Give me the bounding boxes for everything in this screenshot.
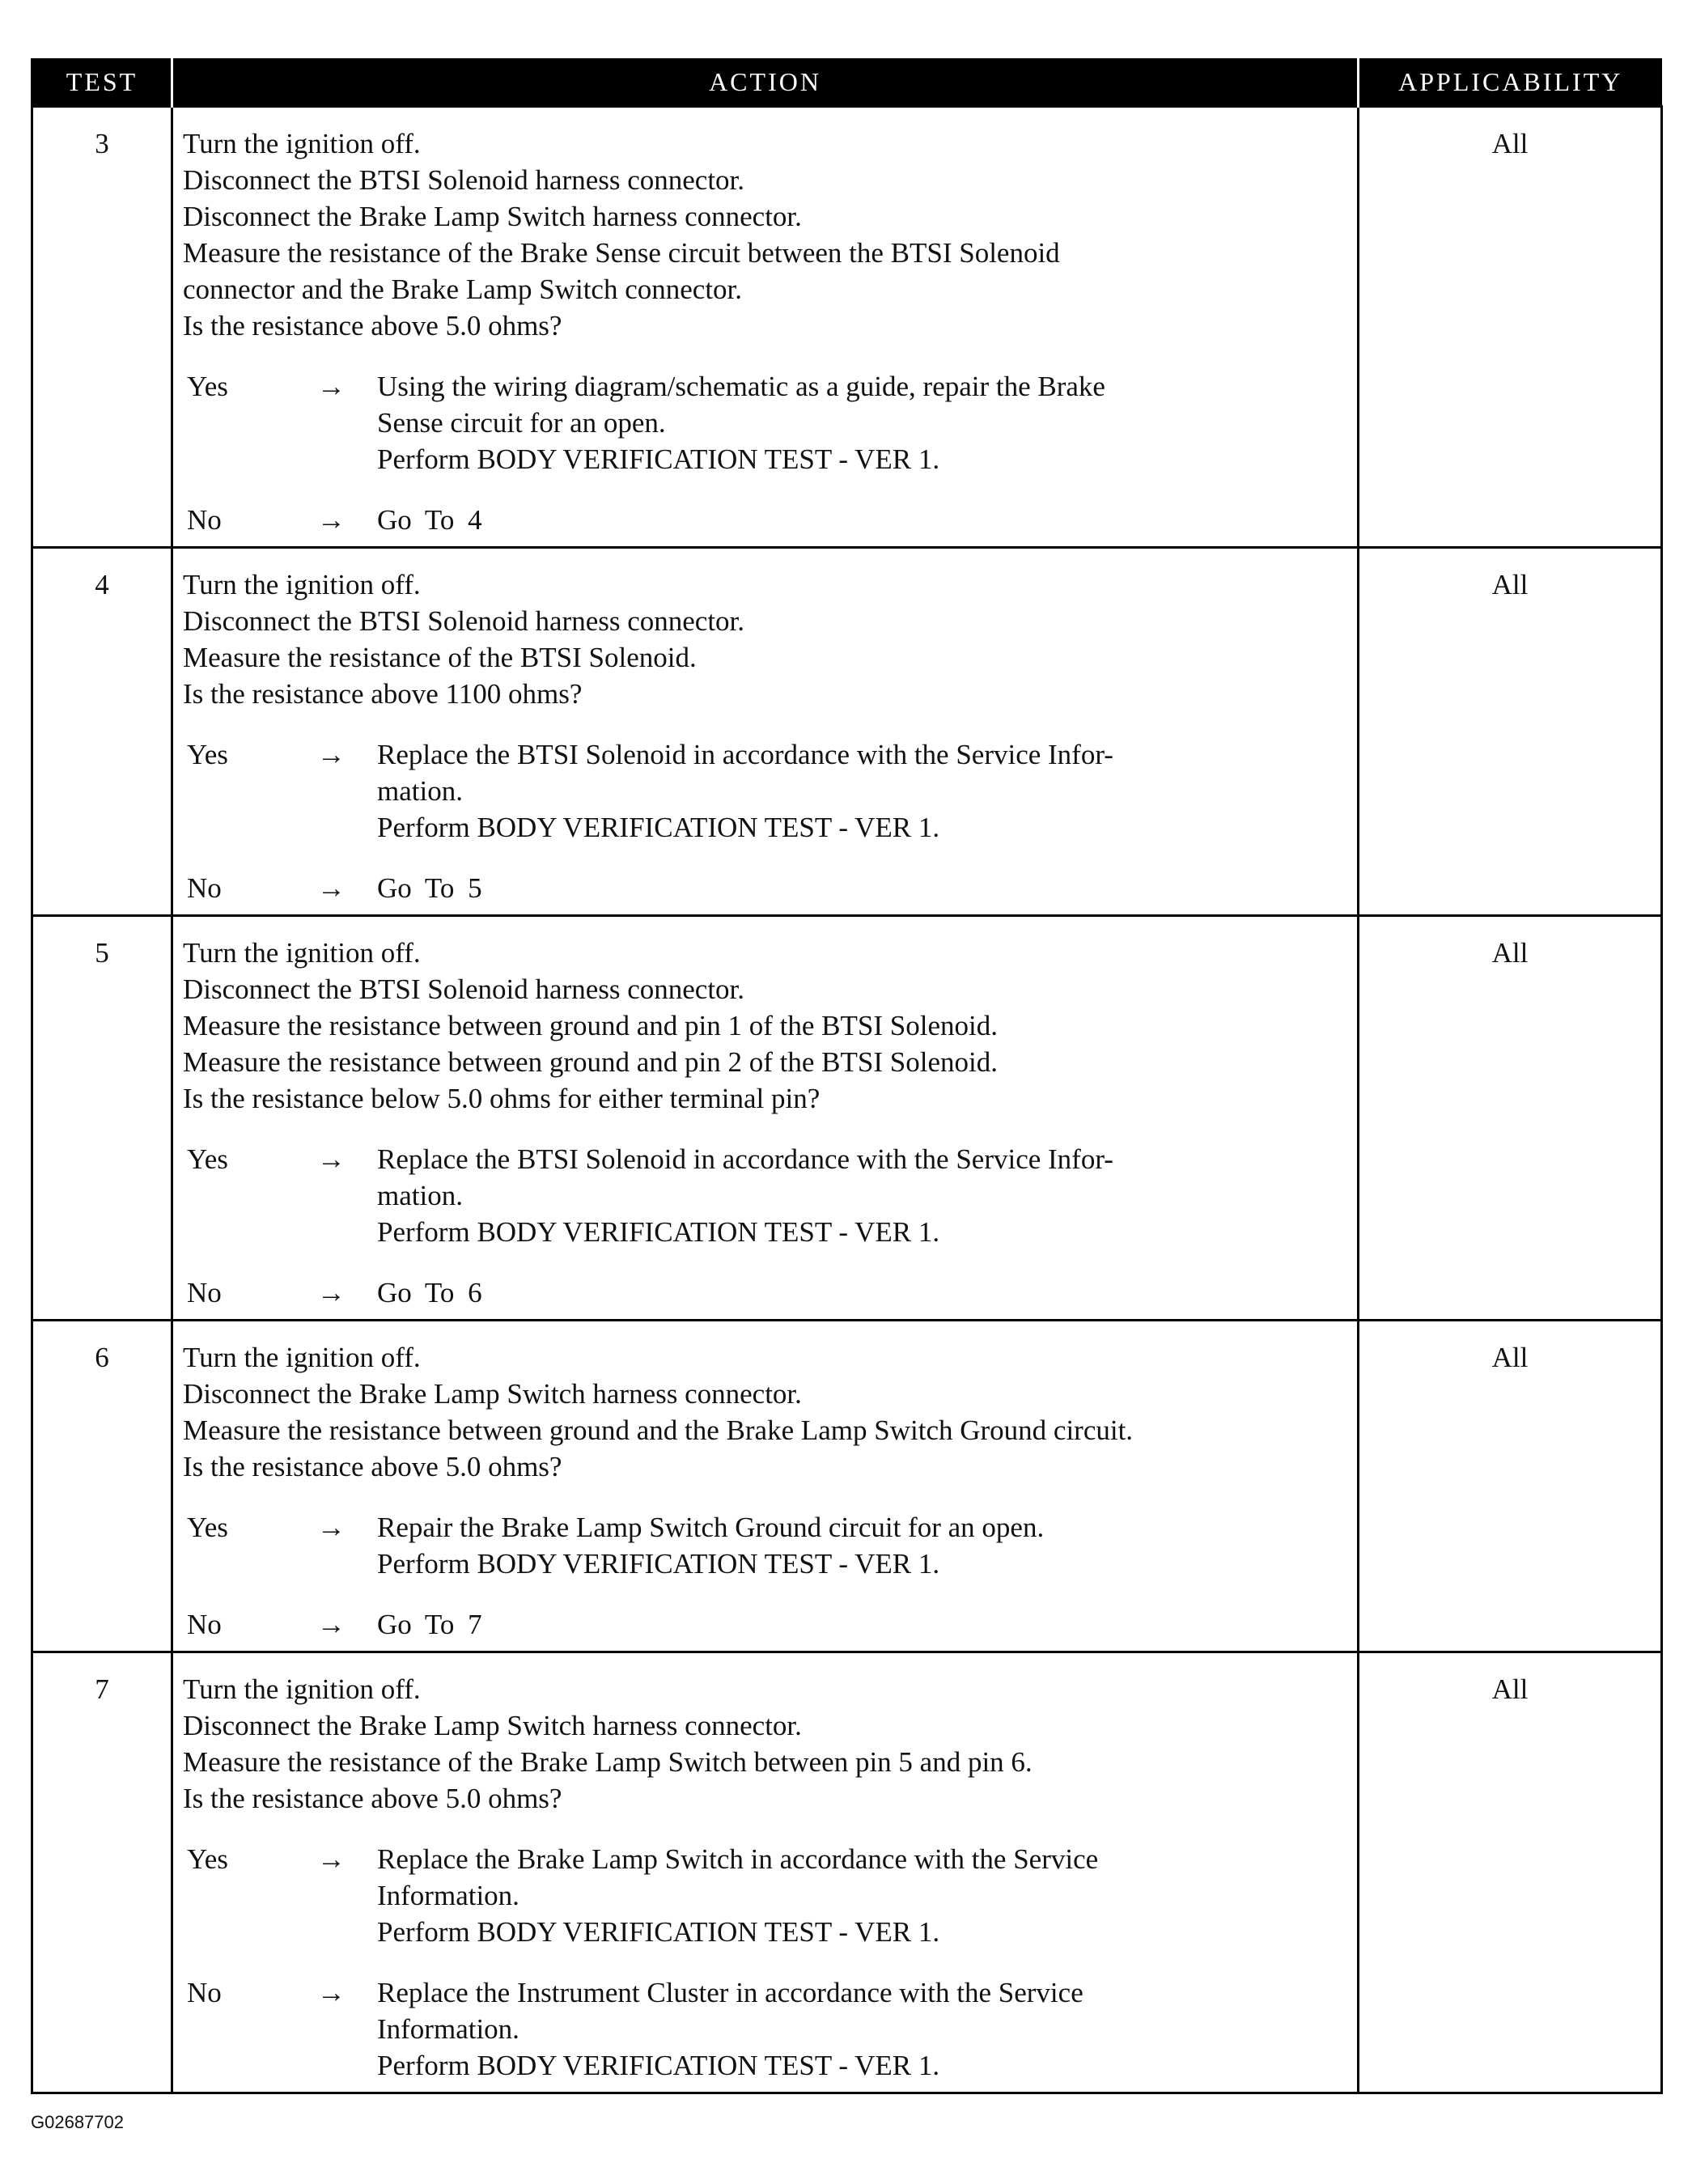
table-row: [32, 548, 1662, 916]
header-test: TEST: [32, 58, 172, 107]
no-branch: [183, 502, 1347, 538]
no-label: No: [187, 1277, 222, 1308]
yes-branch: [183, 368, 1347, 477]
procedure-line: Is the resistance above 1100 ohms?: [183, 678, 583, 710]
arrow-right-icon: →: [317, 1977, 346, 2008]
procedure-line: Disconnect the BTSI Solenoid harness connector.: [183, 605, 745, 637]
arrow-right-icon: →: [317, 371, 346, 402]
test-number: 4: [32, 548, 172, 916]
table-row: [32, 1321, 1662, 1652]
yes-label: Yes: [187, 1512, 228, 1543]
result-line: Perform BODY VERIFICATION TEST - VER 1.: [377, 443, 940, 475]
no-label: No: [187, 1977, 222, 2008]
yes-branch: [183, 1141, 1347, 1250]
figure-id: G02687702: [31, 2112, 124, 2132]
result-line: Go To 4: [377, 504, 482, 536]
action-cell: [172, 916, 1359, 1321]
table-row: [32, 107, 1662, 548]
yes-result: [377, 736, 1347, 846]
procedure-line: Disconnect the BTSI Solenoid harness connector.: [183, 973, 745, 1005]
arrow-right-icon: →: [317, 739, 346, 770]
arrow-right-icon: →: [317, 1512, 346, 1543]
test-number: 7: [32, 1652, 172, 2093]
result-line: Replace the BTSI Solenoid in accordance with the Service Infor-: [377, 739, 1113, 770]
yes-label: Yes: [187, 1843, 228, 1875]
procedure-line: Disconnect the Brake Lamp Switch harness connector.: [183, 1378, 802, 1410]
table-row: [32, 916, 1662, 1321]
yes-branch: [183, 736, 1347, 846]
result-line: Replace the Instrument Cluster in accordance with the Service: [377, 1977, 1083, 2008]
diagnostic-table-container: [31, 58, 1660, 2094]
yes-label: Yes: [187, 739, 228, 770]
procedure-line: Turn the ignition off.: [183, 937, 421, 969]
yes-label: Yes: [187, 1143, 228, 1175]
procedure-steps: [183, 1339, 1347, 1485]
procedure-line: Disconnect the BTSI Solenoid harness connector.: [183, 164, 745, 196]
procedure-line: Measure the resistance between ground and the Brake Lamp Switch Ground circuit.: [183, 1414, 1134, 1446]
arrow-right-icon: →: [317, 1843, 346, 1875]
procedure-line: Turn the ignition off.: [183, 128, 421, 159]
procedure-steps: [183, 1671, 1347, 1817]
result-line: mation.: [377, 775, 463, 807]
test-number: 3: [32, 107, 172, 548]
action-cell: [172, 107, 1359, 548]
table-header-row: [32, 58, 1662, 107]
action-cell: [172, 548, 1359, 916]
result-line: Go To 5: [377, 872, 482, 904]
result-line: Perform BODY VERIFICATION TEST - VER 1.: [377, 2050, 940, 2081]
result-line: Replace the BTSI Solenoid in accordance with the Service Infor-: [377, 1143, 1113, 1175]
no-result: [377, 502, 1347, 538]
no-result: [377, 1274, 1347, 1311]
result-line: Information.: [377, 2013, 519, 2045]
applicability-value: All: [1359, 916, 1662, 1321]
applicability-value: All: [1359, 1321, 1662, 1652]
procedure-line: Measure the resistance between ground and pin 1 of the BTSI Solenoid.: [183, 1010, 998, 1041]
table-row: [32, 1652, 1662, 2093]
yes-result: [377, 1509, 1347, 1582]
yes-result: [377, 368, 1347, 477]
procedure-line: Disconnect the Brake Lamp Switch harness connector.: [183, 1710, 802, 1741]
result-line: Repair the Brake Lamp Switch Ground circuit for an open.: [377, 1512, 1045, 1543]
procedure-line: Measure the resistance of the Brake Sense circuit between the BTSI Solenoid: [183, 237, 1060, 269]
no-label: No: [187, 1609, 222, 1640]
yes-result: [377, 1841, 1347, 1950]
result-line: Perform BODY VERIFICATION TEST - VER 1.: [377, 1216, 940, 1248]
result-line: Go To 7: [377, 1609, 482, 1640]
procedure-steps: [183, 935, 1347, 1117]
procedure-line: Is the resistance above 5.0 ohms?: [183, 1783, 562, 1814]
applicability-value: All: [1359, 548, 1662, 916]
no-label: No: [187, 872, 222, 904]
applicability-value: All: [1359, 1652, 1662, 2093]
procedure-line: Turn the ignition off.: [183, 569, 421, 600]
result-line: Perform BODY VERIFICATION TEST - VER 1.: [377, 812, 940, 843]
procedure-line: Turn the ignition off.: [183, 1342, 421, 1373]
procedure-steps: [183, 566, 1347, 712]
result-line: Sense circuit for an open.: [377, 407, 666, 439]
procedure-line: Turn the ignition off.: [183, 1673, 421, 1705]
header-action: ACTION: [172, 58, 1359, 107]
procedure-line: Is the resistance above 5.0 ohms?: [183, 310, 562, 341]
yes-branch: [183, 1509, 1347, 1582]
arrow-right-icon: →: [317, 1609, 346, 1640]
no-label: No: [187, 504, 222, 536]
procedure-line: Measure the resistance of the BTSI Solenoid.: [183, 642, 697, 673]
procedure-line: connector and the Brake Lamp Switch connector.: [183, 274, 743, 305]
yes-result: [377, 1141, 1347, 1250]
arrow-right-icon: →: [317, 872, 346, 904]
diagnostic-test-table: [31, 58, 1663, 2094]
no-branch: [183, 870, 1347, 906]
procedure-steps: [183, 125, 1347, 344]
procedure-line: Is the resistance above 5.0 ohms?: [183, 1451, 562, 1482]
test-number: 6: [32, 1321, 172, 1652]
procedure-line: Is the resistance below 5.0 ohms for either terminal pin?: [183, 1083, 821, 1114]
arrow-right-icon: →: [317, 504, 346, 536]
procedure-line: Measure the resistance of the Brake Lamp Switch between pin 5 and pin 6.: [183, 1746, 1033, 1778]
applicability-value: All: [1359, 107, 1662, 548]
procedure-line: Disconnect the Brake Lamp Switch harness connector.: [183, 201, 802, 232]
test-number: 5: [32, 916, 172, 1321]
result-line: Perform BODY VERIFICATION TEST - VER 1.: [377, 1916, 940, 1948]
no-branch: [183, 1274, 1347, 1311]
no-branch: [183, 1974, 1347, 2084]
action-cell: [172, 1652, 1359, 2093]
action-cell: [172, 1321, 1359, 1652]
result-line: Information.: [377, 1880, 519, 1911]
result-line: Perform BODY VERIFICATION TEST - VER 1.: [377, 1548, 940, 1580]
yes-branch: [183, 1841, 1347, 1950]
result-line: mation.: [377, 1180, 463, 1211]
result-line: Go To 6: [377, 1277, 482, 1308]
yes-label: Yes: [187, 371, 228, 402]
header-applicability: APPLICABILITY: [1359, 58, 1662, 107]
result-line: Replace the Brake Lamp Switch in accordance with the Service: [377, 1843, 1099, 1875]
no-result: [377, 1974, 1347, 2084]
no-branch: [183, 1606, 1347, 1643]
no-result: [377, 870, 1347, 906]
no-result: [377, 1606, 1347, 1643]
result-line: Using the wiring diagram/schematic as a guide, repair the Brake: [377, 371, 1105, 402]
procedure-line: Measure the resistance between ground and pin 2 of the BTSI Solenoid.: [183, 1046, 998, 1078]
arrow-right-icon: →: [317, 1277, 346, 1308]
arrow-right-icon: →: [317, 1143, 346, 1175]
